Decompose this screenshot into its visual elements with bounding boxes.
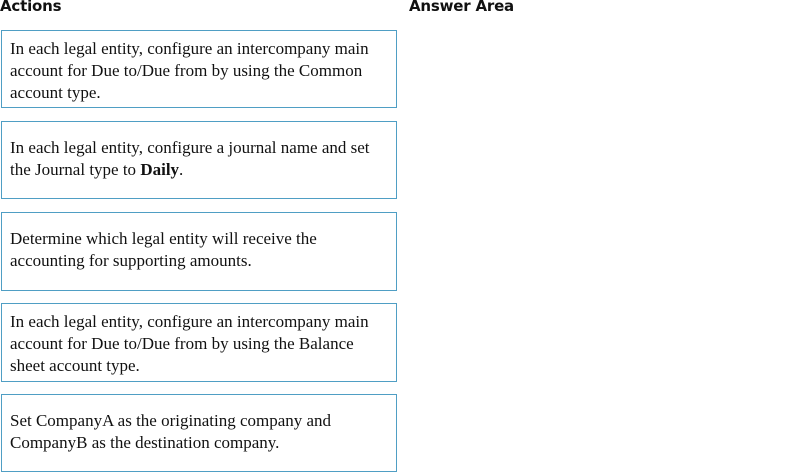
action-text-bold: Daily bbox=[140, 160, 180, 179]
action-card-balance-sheet-account[interactable] bbox=[1, 303, 397, 382]
action-text: Set CompanyA as the originating company and CompanyB as the destination company. bbox=[10, 411, 332, 452]
action-card-set-companies[interactable] bbox=[1, 394, 397, 472]
action-text: In each legal entity, configure an intercompany main account for Due to/Due from by using the Common account type. bbox=[10, 39, 369, 102]
action-text: In each legal entity, configure an intercompany main account for Due to/Due from by using the Balance sheet account type. bbox=[10, 312, 369, 375]
actions-heading: Actions bbox=[0, 0, 62, 15]
action-text bbox=[10, 137, 390, 181]
action-text-after: . bbox=[179, 160, 184, 179]
answer-area-heading: Answer Area bbox=[409, 0, 514, 15]
action-card-journal-name[interactable] bbox=[1, 121, 397, 199]
action-text: Determine which legal entity will receive the accounting for supporting amounts. bbox=[10, 229, 317, 270]
action-text-before: In each legal entity, configure a journal name and set the Journal type to bbox=[10, 138, 370, 179]
action-card-determine-entity[interactable] bbox=[1, 212, 397, 291]
action-card-common-account[interactable] bbox=[1, 30, 397, 108]
